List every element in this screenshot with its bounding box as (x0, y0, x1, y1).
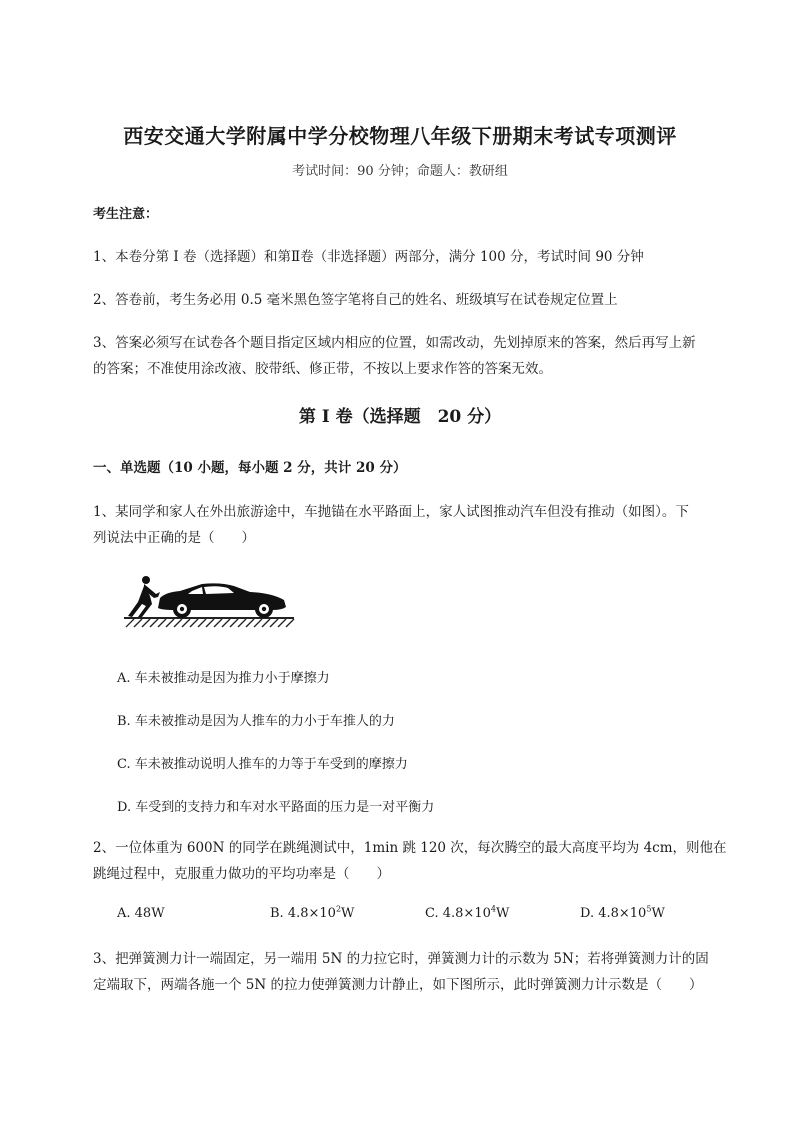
q3-stem-line1: 3、把弹簧测力计一端固定，另一端用 5N 的力拉它时，弹簧测力计的示数为 5N；若将弹簧测力计的固 (93, 951, 709, 967)
q2-stem-line1: 2、一位体重为 600N 的同学在跳绳测试中，1min 跳 120 次，每次腾空的最大高度平均为 4cm，则他在 (93, 840, 727, 856)
notice-heading: 考生注意： (93, 207, 159, 222)
q2-option-b: B. $4.8\times 10^2W$ (270, 904, 355, 921)
q2-option-a: A. 48W (117, 906, 165, 921)
q1-option-a: A. 车未被推动是因为推力小于摩擦力 (117, 671, 330, 686)
notice-item-2: 2、答卷前，考生务必用 0.5 毫米黑色签字笔将自己的姓名、班级填写在试卷规定位置上 (93, 292, 618, 308)
q2-option-c: C. $4.8\times 10^4W$ (425, 904, 510, 921)
section-title: 第 I 卷（选择题 20 分） (298, 407, 502, 427)
q1-option-c: C. 车未被推动说明人推车的力等于车受到的摩擦力 (117, 757, 408, 772)
notice-item-3-cont: 的答案；不准使用涂改液、胶带纸、修正带，不按以上要求作答的答案无效。 (93, 361, 552, 377)
q1-option-b: B. 车未被推动是因为人推车的力小于车推人的力 (117, 714, 395, 729)
q1-option-d: D. 车受到的支持力和车对水平路面的压力是一对平衡力 (117, 800, 435, 815)
person-pushing-car-icon (122, 572, 296, 630)
q2-option-d: D. $4.8\times 10^5W$ (580, 904, 665, 921)
question-type-heading: 一、单选题（10 小题，每小题 2 分，共计 20 分） (93, 460, 407, 476)
q1-stem-line2: 列说法中正确的是（ ） (93, 530, 255, 546)
exam-info: 考试时间：90 分钟；命题人：教研组 (292, 164, 508, 179)
notice-item-3: 3、答案必须写在试卷各个题目指定区域内相应的位置，如需改动，先划掉原来的答案，然后再写上新 (93, 335, 696, 351)
page-title: 西安交通大学附属中学分校物理八年级下册期末考试专项测评 (123, 124, 677, 148)
q2-stem-line2: 跳绳过程中，克服重力做功的平均功率是（ ） (93, 866, 390, 882)
q1-stem-line1: 1、某同学和家人在外出旅游途中，车抛锚在水平路面上，家人试图推动汽车但没有推动（如图）。下 (93, 504, 689, 520)
q3-stem-line2: 定端取下，两端各施一个 5N 的拉力使弹簧测力计静止，如下图所示，此时弹簧测力计示数是（ ） (93, 977, 703, 993)
notice-item-1: 1、本卷分第 I 卷（选择题）和第Ⅱ卷（非选择题）两部分，满分 100 分，考试时间 90 分钟 (93, 249, 644, 265)
